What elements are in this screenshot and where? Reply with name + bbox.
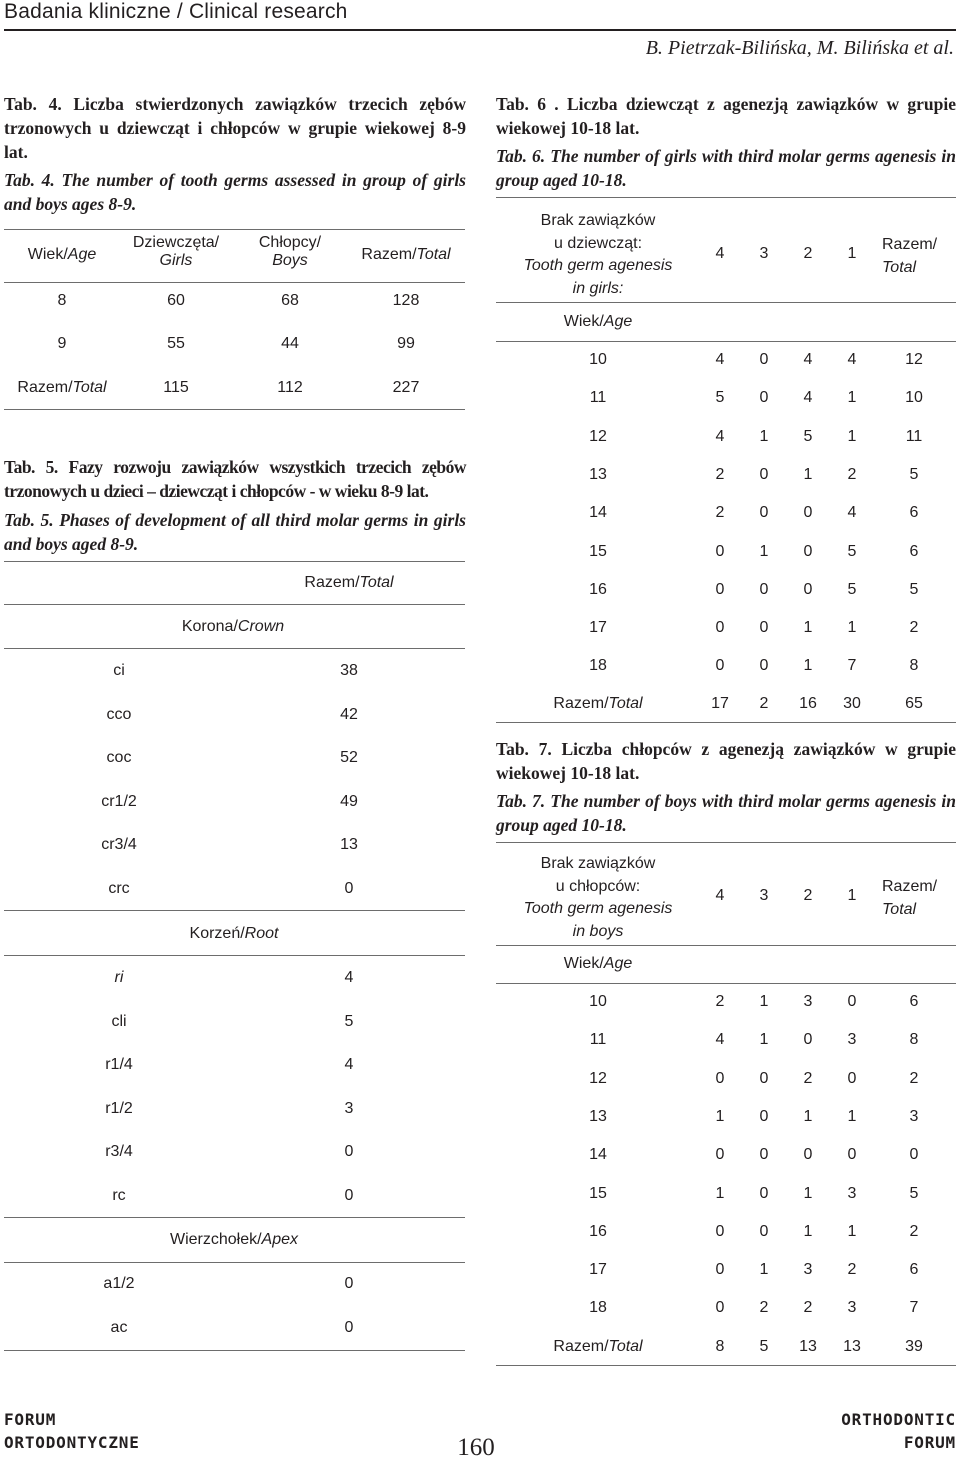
tab5-phase-label: coc: [106, 749, 132, 767]
tab7-cell: 0: [715, 1069, 725, 1087]
tab5-top-rule: [4, 561, 465, 562]
tab7-head-col1: 1: [847, 887, 857, 904]
tab7-cell: 7: [909, 1299, 919, 1317]
tab6-cell: 4: [803, 351, 813, 368]
tab5-phase-label: a1/2: [103, 1275, 135, 1292]
tab7-age-rule: [496, 983, 956, 984]
tab4-cell-girls: 55: [167, 335, 185, 352]
tab6-sum-cell: 17: [711, 695, 729, 712]
tab5-phase-label: r3/4: [105, 1143, 133, 1161]
tab7-cell: 6: [909, 1261, 919, 1279]
tab6-cell: 10: [589, 351, 607, 368]
tab7-cell: 0: [715, 1222, 725, 1240]
tab6-cell: 2: [909, 619, 919, 637]
tab5-phase-label: ac: [110, 1318, 128, 1336]
tab7-cell: 10: [589, 993, 607, 1010]
tab6-cell: 1: [803, 657, 813, 675]
tab6-bottom-rule: [496, 722, 956, 723]
tab6-cell: 13: [589, 465, 607, 483]
tab6-age-rule: [496, 341, 956, 342]
tab6-cell: 1: [847, 427, 857, 445]
tab5-phase-label: ri: [114, 969, 124, 986]
tab6-cell: 0: [759, 504, 769, 522]
tab6-cell: 0: [759, 465, 769, 483]
tab5-root-end-rule: [4, 1217, 465, 1218]
tab6-sum-label: Razem/Total: [553, 695, 643, 712]
tab6-cell: 0: [759, 619, 769, 637]
tab4-cell-girls: 60: [167, 292, 185, 309]
tab5-phase-label: cr1/2: [101, 792, 137, 810]
tab7-cell: 16: [589, 1222, 607, 1240]
tab7-cell: 8: [909, 1031, 919, 1049]
tab7-sum-cell: 13: [843, 1338, 861, 1355]
tab6-cell: 2: [715, 504, 725, 522]
tab5-phase-value: 42: [340, 705, 358, 723]
footer-right: ORTHODONTIC FORUM: [841, 1410, 956, 1452]
tab5-apex-rule: [4, 1262, 465, 1263]
tab4-sum-boys: 112: [277, 379, 303, 396]
tab7-cell: 0: [715, 1261, 725, 1279]
tab6-sum-cell: 65: [905, 695, 923, 712]
tab7-cell: 0: [803, 1146, 813, 1164]
tab6-head-col3: 3: [759, 245, 769, 262]
tab7-cell: 2: [847, 1261, 857, 1279]
tab7-sum-label: Razem/Total: [553, 1338, 643, 1355]
tab4-sum-total: 227: [392, 379, 420, 396]
tab6-head-col2: 2: [803, 245, 813, 262]
tab4-cell-age: 9: [57, 335, 67, 352]
tab6-head-total: Razem/ Total: [882, 236, 938, 276]
tab6-cell: 4: [715, 427, 725, 445]
tab5-phase-value: 49: [340, 792, 358, 810]
tab7-caption: [496, 737, 956, 837]
tab7-cell: 15: [589, 1184, 607, 1202]
tab7-cell: 5: [909, 1184, 919, 1202]
tab7-cell: 0: [715, 1146, 725, 1164]
tab7-head-age: Wiek/Age: [563, 955, 633, 972]
tab7-cell: 0: [759, 1184, 769, 1202]
tab5-caption-pl: Tab. 5. Fazy rozwoju zawiązków wszystkich trzecich zębów trzonowych u dzieci – dziewcząt i chłopców - w wieku 8-9 lat.: [4, 457, 466, 501]
tab5-section-title: Korzeń/Root: [189, 925, 279, 942]
tab7-head-col2: 2: [803, 887, 813, 904]
tab5-phase-value: 38: [340, 662, 358, 679]
tab4-head-age: Wiek/Age: [27, 246, 97, 263]
tab5-phase-value: 5: [344, 1012, 354, 1030]
tab5-section-title: Wierzchołek/Apex: [169, 1231, 299, 1248]
page-number: 160: [457, 1434, 495, 1461]
tab6-cell: 8: [909, 657, 919, 675]
tab6-cell: 1: [759, 427, 769, 445]
tab5-phase-value: 0: [344, 880, 354, 897]
journal-section-title: Badania kliniczne / Clinical research: [4, 0, 348, 23]
tab6-cell: 0: [759, 580, 769, 598]
tab6-cell: 0: [759, 657, 769, 675]
tab5-caption-en: Tab. 5. Phases of development of all third molar germs in girls and boys aged 8-9.: [4, 510, 466, 554]
tab6-cell: 11: [905, 427, 923, 445]
tab5-phase-value: 4: [344, 969, 354, 986]
tab6-head-label: Brak zawiązków u dziewcząt: Tooth germ agenesis in girls:: [523, 212, 673, 297]
tab5-caption: [4, 455, 466, 556]
tab6-cell: 2: [715, 465, 725, 483]
tab6-cell: 15: [589, 542, 607, 560]
tab6-cell: 6: [909, 504, 919, 522]
tab7-sum-cell: 39: [905, 1338, 923, 1355]
tab7-cell: 1: [715, 1107, 725, 1125]
tab7-cell: 1: [759, 1261, 769, 1279]
tab7-cell: 18: [589, 1299, 607, 1317]
tab4-sum-label: Razem/Total: [17, 379, 107, 396]
tab7-cell: 2: [909, 1069, 919, 1087]
tab6-cell: 0: [759, 351, 769, 368]
tab5-phase-label: cco: [106, 705, 132, 723]
tab6-cell: 1: [847, 389, 857, 407]
tab6-cell: 0: [715, 542, 725, 560]
tab7-cell: 3: [847, 1299, 857, 1317]
tab6-cell: 18: [589, 657, 607, 675]
tab4-caption-en: Tab. 4. The number of tooth germs assessed in group of girls and boys ages 8-9.: [4, 170, 466, 214]
tab5-phase-value: 13: [340, 836, 358, 854]
tab7-cell: 0: [909, 1146, 919, 1164]
tab5-head-rule: [4, 604, 465, 605]
tab5-phase-label: ci: [113, 662, 125, 679]
authors: B. Pietrzak-Bilińska, M. Bilińska et al.: [645, 37, 954, 59]
tab6-caption: [496, 92, 956, 192]
tab6-cell: 5: [909, 580, 919, 598]
tab6-cell: 17: [589, 619, 607, 637]
tab6-caption-en: Tab. 6. The number of girls with third molar germs agenesis in group aged 10-18.: [496, 146, 956, 190]
header-rule: [4, 29, 956, 31]
tab7-head-total: Razem/ Total: [882, 878, 938, 918]
tab7-cell: 12: [589, 1069, 607, 1087]
tab6-cell: 0: [715, 657, 725, 675]
tab7-sum-cell: 8: [715, 1338, 725, 1355]
tab7-cell: 1: [759, 993, 769, 1010]
tab6-cell: 14: [589, 504, 607, 522]
tab7-cell: 0: [847, 993, 857, 1010]
tab7-cell: 1: [715, 1184, 725, 1202]
tab6-cell: 1: [803, 465, 813, 483]
tab7-cell: 1: [803, 1184, 813, 1202]
tab4-cell-age: 8: [57, 292, 67, 309]
tab5-phase-value: 0: [344, 1187, 354, 1204]
tab5-bottom-rule: [4, 1350, 465, 1351]
tab5-phase-value: 3: [344, 1099, 354, 1117]
tab6-sum-cell: 30: [843, 695, 861, 712]
tab7-cell: 0: [759, 1069, 769, 1087]
tab4-head-total: Razem/Total: [361, 246, 451, 263]
tab6-cell: 12: [905, 351, 923, 368]
tab6-cell: 4: [847, 351, 857, 368]
tab6-cell: 0: [803, 542, 813, 560]
tab5-phase-label: r1/4: [105, 1056, 133, 1074]
tab7-sum-cell: 13: [799, 1338, 817, 1355]
tab7-cell: 1: [803, 1222, 813, 1240]
tab5-crown-rule: [4, 648, 465, 649]
tab5-section-title: Korona/Crown: [181, 618, 285, 635]
tab6-cell: 0: [759, 389, 769, 407]
tab5-phase-value: 52: [340, 749, 358, 767]
tab7-cell: 2: [715, 993, 725, 1010]
tab6-cell: 1: [847, 619, 857, 637]
tab7-head-rule: [496, 945, 956, 946]
tab5-phase-value: 0: [344, 1143, 354, 1161]
tab7-cell: 11: [589, 1031, 607, 1049]
tab7-cell: 3: [803, 993, 813, 1010]
tab7-head-col3: 3: [759, 887, 769, 904]
tab6-cell: 5: [847, 580, 857, 598]
tab7-cell: 3: [803, 1261, 813, 1279]
tab6-cell: 11: [589, 389, 607, 407]
tab4-head-rule: [4, 282, 465, 283]
tab7-cell: 2: [803, 1069, 813, 1087]
tab7-caption-pl: Tab. 7. Liczba chłopców z agenezją zawiązków w grupie wiekowej 10-18 lat.: [496, 739, 956, 783]
tab7-cell: 0: [759, 1107, 769, 1125]
tab6-top-rule: [496, 197, 956, 198]
tab5-head-total: Razem/Total: [304, 574, 394, 591]
tab4-cell-boys: 44: [281, 335, 299, 352]
tab6-cell: 0: [803, 504, 813, 522]
tab6-cell: 12: [589, 427, 607, 445]
tab7-cell: 1: [759, 1031, 769, 1049]
tab4-top-rule: [4, 229, 465, 230]
tab5-phase-value: 0: [344, 1318, 354, 1336]
tab6-cell: 16: [589, 580, 607, 598]
tab5-phase-label: rc: [112, 1187, 126, 1204]
tab7-cell: 1: [803, 1107, 813, 1125]
tab5-root-rule: [4, 955, 465, 956]
tab4-caption-pl: Tab. 4. Liczba stwierdzonych zawiązków trzecich zębów trzonowych u dziewcząt i chłopców w grupie wiekowej 8-9 lat.: [4, 94, 466, 162]
tab6-cell: 10: [905, 389, 923, 407]
tab7-top-rule: [496, 842, 956, 843]
tab7-cell: 3: [847, 1031, 857, 1049]
tab6-head-age: Wiek/Age: [563, 313, 633, 330]
tab7-cell: 1: [847, 1107, 857, 1125]
tab5-crown-end-rule: [4, 910, 465, 911]
tab4-bottom-rule: [4, 409, 465, 410]
tab6-cell: 0: [715, 619, 725, 637]
tab6-cell: 5: [909, 465, 919, 483]
tab6-head-rule: [496, 302, 956, 303]
tab6-cell: 4: [847, 504, 857, 522]
tab4-cell-total: 99: [397, 335, 415, 352]
tab7-head-col4: 4: [715, 887, 725, 904]
tab7-cell: 0: [847, 1069, 857, 1087]
tab6-cell: 5: [803, 427, 813, 445]
tab6-cell: 0: [715, 580, 725, 598]
tab7-caption-en: Tab. 7. The number of boys with third molar germs agenesis in group aged 10-18.: [496, 791, 956, 835]
tab4-head-girls: Dziewczęta/ Girls: [132, 234, 220, 269]
tab4-caption: [4, 92, 466, 216]
tab6-caption-pl: Tab. 6 . Liczba dziewcząt z agenezją zawiązków w grupie wiekowej 10-18 lat.: [496, 94, 956, 138]
tab6-cell: 7: [847, 657, 857, 675]
tab5-phase-label: cr3/4: [101, 836, 137, 854]
tab6-cell: 4: [803, 389, 813, 407]
tab7-head-label: Brak zawiązków u chłopców: Tooth germ agenesis in boys: [523, 855, 673, 940]
tab7-cell: 2: [759, 1299, 769, 1317]
tab5-phase-label: cli: [111, 1012, 127, 1030]
tab7-cell: 4: [715, 1031, 725, 1049]
tab7-cell: 0: [715, 1299, 725, 1317]
tab7-cell: 17: [589, 1261, 607, 1279]
tab7-cell: 6: [909, 993, 919, 1010]
tab7-cell: 0: [759, 1222, 769, 1240]
tab5-phase-label: r1/2: [105, 1099, 133, 1117]
tab6-cell: 0: [803, 580, 813, 598]
tab6-cell: 6: [909, 542, 919, 560]
tab6-sum-cell: 2: [759, 695, 769, 712]
tab7-cell: 3: [847, 1184, 857, 1202]
tab7-cell: 3: [909, 1107, 919, 1125]
footer-left: FORUM ORTODONTYCZNE: [4, 1410, 140, 1452]
tab7-cell: 0: [803, 1031, 813, 1049]
tab7-sum-cell: 5: [759, 1338, 769, 1355]
tab7-cell: 14: [589, 1146, 607, 1164]
tab6-cell: 1: [759, 542, 769, 560]
tab7-cell: 0: [847, 1146, 857, 1164]
tab5-phase-value: 0: [344, 1275, 354, 1292]
tab5-phase-value: 4: [344, 1056, 354, 1074]
tab4-cell-total: 128: [392, 292, 420, 309]
tab7-cell: 13: [589, 1107, 607, 1125]
tab7-cell: 2: [803, 1299, 813, 1317]
tab6-cell: 5: [715, 389, 725, 407]
tab4-cell-boys: 68: [281, 292, 299, 309]
tab6-cell: 4: [715, 351, 725, 368]
tab6-head-col4: 4: [715, 245, 725, 262]
tab7-cell: 2: [909, 1222, 919, 1240]
tab7-bottom-rule: [496, 1365, 956, 1366]
tab7-cell: 0: [759, 1146, 769, 1164]
tab4-sum-girls: 115: [163, 379, 189, 396]
tab6-cell: 1: [803, 619, 813, 637]
tab6-head-col1: 1: [847, 245, 857, 262]
tab6-cell: 5: [847, 542, 857, 560]
tab6-sum-cell: 16: [799, 695, 817, 712]
tab4-head-boys: Chłopcy/ Boys: [258, 234, 322, 269]
tab7-cell: 1: [847, 1222, 857, 1240]
tab5-phase-label: crc: [108, 880, 130, 897]
tab6-cell: 2: [847, 465, 857, 483]
